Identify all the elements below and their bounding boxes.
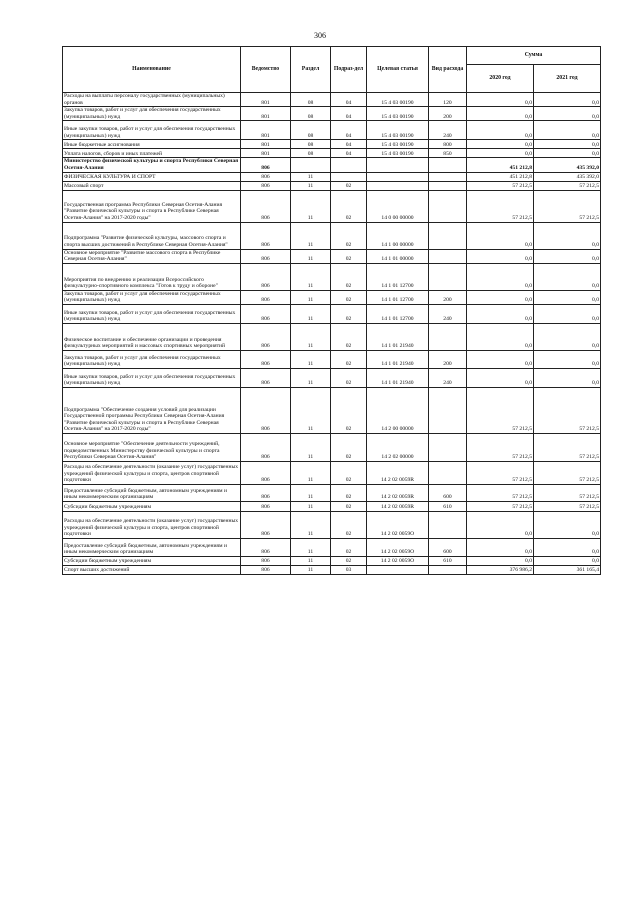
- row-name: Закупка товаров, работ и услуг для обеспечения государственных (муниципальных) нужд: [63, 290, 241, 304]
- row-sum-2021: 0,0: [534, 93, 601, 107]
- row-article: 14 2 00 00000: [367, 387, 429, 433]
- row-subsection: 02: [331, 501, 367, 511]
- row-sum-2021: 435 392,0: [534, 172, 601, 181]
- row-expense-type: 600: [429, 484, 467, 501]
- header-article: Целевая статья: [367, 47, 429, 93]
- row-section: 11: [291, 538, 331, 556]
- table-row: [63, 121, 601, 140]
- row-dept: 806: [241, 538, 291, 556]
- row-dept: 806: [241, 158, 291, 172]
- row-section: 11: [291, 222, 331, 249]
- row-name: Основное мероприятие "Обеспечение деятельности учреждений, подведомственных Министерству физической культуры и спорта Республики Северная Осетия-Алания": [63, 433, 241, 461]
- row-name: Расходы на обеспечение деятельности (оказание услуг) государственных учреждений физической культуры и спорта, центров спортивной подготовки: [63, 461, 241, 484]
- row-dept: 806: [241, 263, 291, 290]
- row-name: Закупка товаров, работ и услуг для обеспечения государственных (муниципальных) нужд: [63, 350, 241, 368]
- row-subsection: 03: [331, 565, 367, 574]
- row-dept: 806: [241, 323, 291, 350]
- row-subsection: 04: [331, 121, 367, 140]
- row-subsection: 02: [331, 222, 367, 249]
- row-sum-2021: 0,0: [534, 140, 601, 149]
- row-expense-type: 200: [429, 350, 467, 368]
- row-article: 14 2 02 0059R: [367, 484, 429, 501]
- page-number: 306: [314, 31, 326, 40]
- row-subsection: 02: [331, 484, 367, 501]
- row-section: 11: [291, 304, 331, 323]
- row-sum-2020: 0,0: [467, 323, 534, 350]
- row-dept: 801: [241, 149, 291, 158]
- table-row: [63, 93, 601, 107]
- row-dept: 801: [241, 93, 291, 107]
- table-row: [63, 350, 601, 368]
- row-name: Физическое воспитание и обеспечение организации и проведения физкультурных мероприятий и массовых спортивных мероприятий: [63, 323, 241, 350]
- row-subsection: 02: [331, 368, 367, 387]
- row-article: 14 2 02 0059R: [367, 461, 429, 484]
- row-dept: 806: [241, 172, 291, 181]
- row-dept: 806: [241, 387, 291, 433]
- table-row: [63, 158, 601, 172]
- row-article: 14 2 02 0059O: [367, 538, 429, 556]
- row-section: [291, 158, 331, 172]
- row-article: [367, 172, 429, 181]
- row-sum-2021: 57 212,5: [534, 190, 601, 222]
- row-article: 14 2 02 00000: [367, 433, 429, 461]
- table-row: [63, 263, 601, 290]
- row-expense-type: 240: [429, 304, 467, 323]
- row-sum-2021: 0,0: [534, 263, 601, 290]
- row-expense-type: 240: [429, 121, 467, 140]
- header-sum: Сумма: [467, 47, 601, 65]
- row-section: 11: [291, 387, 331, 433]
- row-name: Расходы на обеспечение деятельности (оказание услуг) государственных учреждений физической культуры и спорта, центров спортивной подготовки: [63, 511, 241, 538]
- row-name: Уплата налогов, сборов и иных платежей: [63, 149, 241, 158]
- row-section: 08: [291, 140, 331, 149]
- row-dept: 806: [241, 249, 291, 263]
- row-name: Субсидии бюджетным учреждениям: [63, 501, 241, 511]
- row-name: Закупка товаров, работ и услуг для обеспечения государственных (муниципальных) нужд: [63, 107, 241, 121]
- row-article: 14 1 00 00000: [367, 222, 429, 249]
- row-sum-2020: 0,0: [467, 222, 534, 249]
- row-sum-2020: 0,0: [467, 263, 534, 290]
- table-row: [63, 368, 601, 387]
- row-sum-2020: 0,0: [467, 368, 534, 387]
- row-section: 08: [291, 93, 331, 107]
- row-sum-2020: 57 212,5: [467, 433, 534, 461]
- row-dept: 806: [241, 565, 291, 574]
- row-subsection: 02: [331, 556, 367, 565]
- row-expense-type: 200: [429, 107, 467, 121]
- row-expense-type: [429, 249, 467, 263]
- row-sum-2020: 0,0: [467, 121, 534, 140]
- row-expense-type: 800: [429, 140, 467, 149]
- row-dept: 806: [241, 433, 291, 461]
- row-article: 15 4 03 00190: [367, 140, 429, 149]
- row-sum-2020: 57 212,5: [467, 181, 534, 190]
- row-sum-2021: 0,0: [534, 350, 601, 368]
- row-expense-type: 200: [429, 290, 467, 304]
- row-dept: 806: [241, 181, 291, 190]
- row-subsection: [331, 158, 367, 172]
- row-sum-2021: 57 212,5: [534, 484, 601, 501]
- row-section: 11: [291, 249, 331, 263]
- row-sum-2021: 57 212,5: [534, 461, 601, 484]
- row-sum-2020: 0,0: [467, 290, 534, 304]
- row-subsection: 04: [331, 107, 367, 121]
- row-article: 15 4 03 00190: [367, 149, 429, 158]
- row-name: Расходы на выплаты персоналу государственных (муниципальных) органов: [63, 93, 241, 107]
- row-sum-2020: 0,0: [467, 511, 534, 538]
- row-sum-2021: 0,0: [534, 511, 601, 538]
- row-name: Предоставление субсидий бюджетным, автономным учреждениям и иным некоммерческим организациям: [63, 484, 241, 501]
- row-subsection: 02: [331, 323, 367, 350]
- row-expense-type: [429, 158, 467, 172]
- row-section: 11: [291, 433, 331, 461]
- header-section: Раздел: [291, 47, 331, 93]
- row-name: Государственная программа Республики Северная Осетия-Алания "Развитие физической культуры и спорта в Республике Северная Осетия-Алания" на 2017-2020 годы": [63, 190, 241, 222]
- row-name: Иные закупки товаров, работ и услуг для обеспечения государственных (муниципальных) нужд: [63, 121, 241, 140]
- row-expense-type: [429, 511, 467, 538]
- row-name: ФИЗИЧЕСКАЯ КУЛЬТУРА И СПОРТ: [63, 172, 241, 181]
- row-article: [367, 158, 429, 172]
- row-sum-2020: 0,0: [467, 249, 534, 263]
- row-section: 11: [291, 290, 331, 304]
- row-sum-2020: 57 212,5: [467, 484, 534, 501]
- row-subsection: 02: [331, 249, 367, 263]
- row-expense-type: [429, 387, 467, 433]
- table-row: [63, 433, 601, 461]
- row-article: 14 1 01 12700: [367, 263, 429, 290]
- header-year-2020: 2020 год: [467, 65, 534, 93]
- row-sum-2020: 57 212,5: [467, 501, 534, 511]
- row-article: 14 0 00 00000: [367, 190, 429, 222]
- row-name: Иные закупки товаров, работ и услуг для обеспечения государственных (муниципальных) нужд: [63, 368, 241, 387]
- row-article: 14 1 01 00000: [367, 249, 429, 263]
- row-name: Министерство физической культуры и спорта Республики Северная Осетия-Алания: [63, 158, 241, 172]
- row-dept: 806: [241, 190, 291, 222]
- row-section: 11: [291, 323, 331, 350]
- row-expense-type: [429, 190, 467, 222]
- row-dept: 801: [241, 140, 291, 149]
- row-name: Подпрограмма "Обеспечение создания условий для реализации Государственной программы Республики Северная Осетия-Алания "Развитие физической культуры и спорта в Республике Северная Осетия-Алания" на 2017-2020 годы": [63, 387, 241, 433]
- row-name: Субсидии бюджетным учреждениям: [63, 556, 241, 565]
- row-name: Иные закупки товаров, работ и услуг для обеспечения государственных (муниципальных) нужд: [63, 304, 241, 323]
- row-article: 14 1 01 12700: [367, 304, 429, 323]
- table-row: [63, 222, 601, 249]
- row-name: Подпрограмма "Развитие физической культуры, массового спорта и спорта высших достижений в Республике Северная Осетия-Алания": [63, 222, 241, 249]
- row-article: 14 2 02 0059O: [367, 511, 429, 538]
- table-row: [63, 304, 601, 323]
- row-subsection: 02: [331, 263, 367, 290]
- row-article: 14 2 02 0059R: [367, 501, 429, 511]
- row-section: 11: [291, 556, 331, 565]
- row-subsection: 02: [331, 387, 367, 433]
- row-sum-2020: 0,0: [467, 304, 534, 323]
- row-expense-type: 610: [429, 501, 467, 511]
- row-article: 14 1 01 21940: [367, 368, 429, 387]
- row-sum-2021: 0,0: [534, 249, 601, 263]
- row-section: 11: [291, 172, 331, 181]
- row-expense-type: 850: [429, 149, 467, 158]
- row-dept: 806: [241, 304, 291, 323]
- row-sum-2020: 0,0: [467, 556, 534, 565]
- row-sum-2020: 0,0: [467, 140, 534, 149]
- row-article: 15 4 03 00190: [367, 121, 429, 140]
- row-section: 11: [291, 501, 331, 511]
- table-row: [63, 149, 601, 158]
- row-subsection: 04: [331, 140, 367, 149]
- row-subsection: 02: [331, 290, 367, 304]
- row-section: 11: [291, 484, 331, 501]
- row-sum-2021: 57 212,5: [534, 181, 601, 190]
- row-subsection: 04: [331, 149, 367, 158]
- row-dept: 806: [241, 556, 291, 565]
- row-sum-2020: 451 212,8: [467, 158, 534, 172]
- row-dept: 806: [241, 501, 291, 511]
- row-section: 08: [291, 149, 331, 158]
- table-row: [63, 172, 601, 181]
- row-article: 14 1 01 21940: [367, 350, 429, 368]
- table-row: [63, 387, 601, 433]
- row-expense-type: 120: [429, 93, 467, 107]
- table-row: [63, 565, 601, 574]
- row-sum-2021: 0,0: [534, 323, 601, 350]
- row-expense-type: [429, 172, 467, 181]
- budget-table: [62, 46, 601, 575]
- row-sum-2020: 57 212,5: [467, 461, 534, 484]
- header-dept: Ведомство: [241, 47, 291, 93]
- row-dept: 806: [241, 484, 291, 501]
- row-article: 15 4 03 00190: [367, 107, 429, 121]
- table-row: [63, 249, 601, 263]
- row-expense-type: [429, 222, 467, 249]
- row-name: Иные бюджетные ассигнования: [63, 140, 241, 149]
- row-article: [367, 181, 429, 190]
- table-row: [63, 107, 601, 121]
- table-row: [63, 140, 601, 149]
- row-sum-2021: 57 212,5: [534, 433, 601, 461]
- row-sum-2020: 0,0: [467, 107, 534, 121]
- row-sum-2020: 0,0: [467, 538, 534, 556]
- row-dept: 801: [241, 107, 291, 121]
- row-sum-2020: 451 212,8: [467, 172, 534, 181]
- row-sum-2020: 0,0: [467, 350, 534, 368]
- header-expense-type: Вид расхода: [429, 47, 467, 93]
- row-sum-2021: 0,0: [534, 368, 601, 387]
- row-section: 11: [291, 565, 331, 574]
- row-sum-2020: 0,0: [467, 149, 534, 158]
- row-name: Мероприятия по внедрению и реализации Всероссийского физкультурно-спортивного комплекса "Готов к труду и обороне": [63, 263, 241, 290]
- row-sum-2021: 57 212,5: [534, 387, 601, 433]
- row-article: 14 2 02 0059O: [367, 556, 429, 565]
- row-subsection: 02: [331, 461, 367, 484]
- row-name: Предоставление субсидий бюджетным, автономным учреждениям и иным некоммерческим организациям: [63, 538, 241, 556]
- row-sum-2020: 57 212,5: [467, 190, 534, 222]
- row-sum-2021: 361 165,4: [534, 565, 601, 574]
- row-expense-type: [429, 263, 467, 290]
- table-row: [63, 484, 601, 501]
- row-sum-2020: 57 212,5: [467, 387, 534, 433]
- row-section: 11: [291, 350, 331, 368]
- row-expense-type: [429, 323, 467, 350]
- row-article: 15 4 03 00190: [367, 93, 429, 107]
- row-dept: 806: [241, 461, 291, 484]
- row-section: 11: [291, 181, 331, 190]
- row-dept: 806: [241, 368, 291, 387]
- row-sum-2021: 435 392,0: [534, 158, 601, 172]
- row-sum-2021: 0,0: [534, 107, 601, 121]
- row-sum-2021: 0,0: [534, 121, 601, 140]
- row-section: 11: [291, 511, 331, 538]
- row-subsection: 02: [331, 511, 367, 538]
- row-sum-2021: 0,0: [534, 290, 601, 304]
- row-name: Спорт высших достижений: [63, 565, 241, 574]
- row-name: Основное мероприятие "Развитие массового спорта в Республике Северная Осетия-Алания": [63, 249, 241, 263]
- table-row: [63, 556, 601, 565]
- header-subsection: Подраз-дел: [331, 47, 367, 93]
- row-expense-type: [429, 565, 467, 574]
- row-name: Массовый спорт: [63, 181, 241, 190]
- row-article: 14 1 01 12700: [367, 290, 429, 304]
- table-row: [63, 323, 601, 350]
- row-subsection: 02: [331, 433, 367, 461]
- row-expense-type: 600: [429, 538, 467, 556]
- row-subsection: [331, 172, 367, 181]
- row-article: [367, 565, 429, 574]
- table-row: [63, 181, 601, 190]
- row-expense-type: [429, 461, 467, 484]
- row-sum-2021: 0,0: [534, 556, 601, 565]
- table-row: [63, 538, 601, 556]
- row-sum-2020: 0,0: [467, 93, 534, 107]
- row-section: 08: [291, 121, 331, 140]
- row-expense-type: 610: [429, 556, 467, 565]
- row-dept: 806: [241, 350, 291, 368]
- row-subsection: 02: [331, 181, 367, 190]
- header-year-2021: 2021 год: [534, 65, 601, 93]
- row-dept: 806: [241, 290, 291, 304]
- row-expense-type: [429, 181, 467, 190]
- table-row: [63, 190, 601, 222]
- table-row: [63, 501, 601, 511]
- table-row: [63, 290, 601, 304]
- row-expense-type: 240: [429, 368, 467, 387]
- table-row: [63, 511, 601, 538]
- row-subsection: 04: [331, 93, 367, 107]
- row-sum-2021: 0,0: [534, 304, 601, 323]
- row-sum-2020: 376 986,2: [467, 565, 534, 574]
- row-sum-2021: 0,0: [534, 538, 601, 556]
- row-article: 14 1 01 21940: [367, 323, 429, 350]
- row-subsection: 02: [331, 350, 367, 368]
- table-body: [63, 93, 601, 575]
- row-subsection: 02: [331, 304, 367, 323]
- row-sum-2021: 57 212,5: [534, 501, 601, 511]
- row-section: 11: [291, 263, 331, 290]
- row-sum-2021: 0,0: [534, 149, 601, 158]
- row-section: 11: [291, 190, 331, 222]
- row-subsection: 02: [331, 538, 367, 556]
- row-expense-type: [429, 433, 467, 461]
- row-dept: 806: [241, 222, 291, 249]
- row-dept: 806: [241, 511, 291, 538]
- row-dept: 801: [241, 121, 291, 140]
- row-section: 11: [291, 368, 331, 387]
- row-subsection: 02: [331, 190, 367, 222]
- table-row: [63, 461, 601, 484]
- row-sum-2021: 0,0: [534, 222, 601, 249]
- row-section: 11: [291, 461, 331, 484]
- header-name: Наименование: [63, 47, 241, 93]
- row-section: 08: [291, 107, 331, 121]
